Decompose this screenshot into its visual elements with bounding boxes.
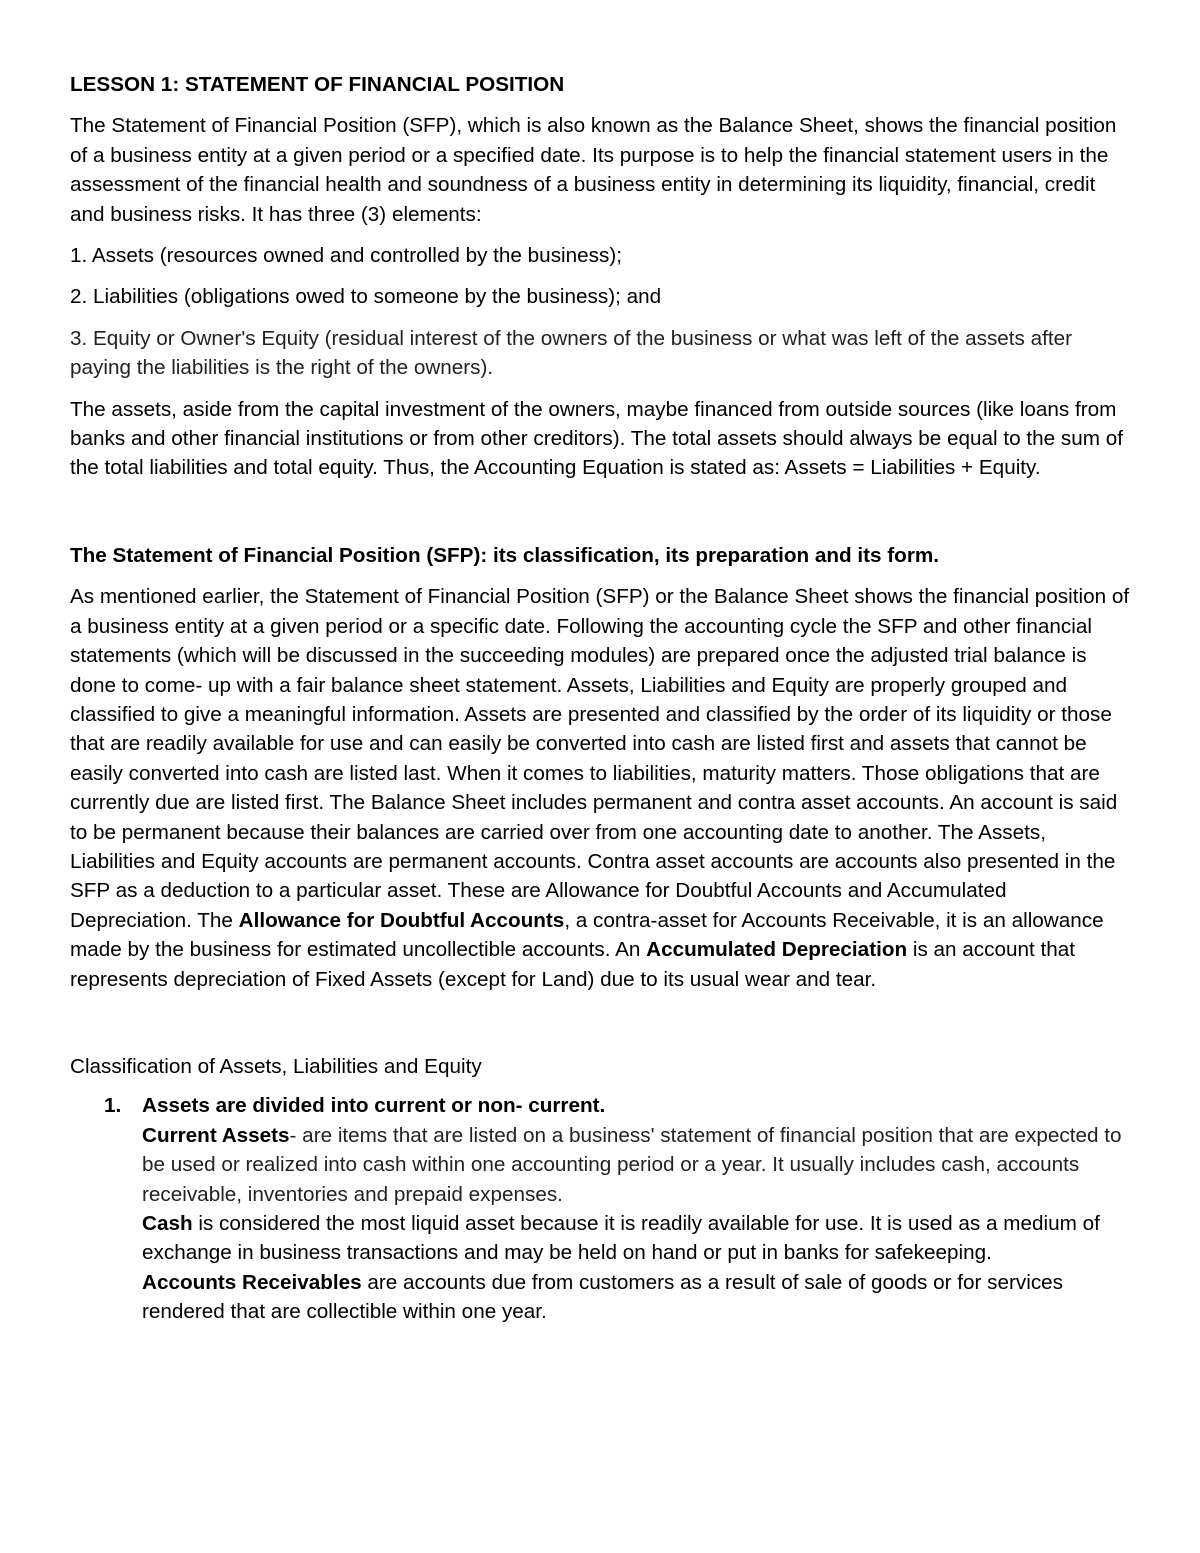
term-cash: Cash: [142, 1212, 193, 1235]
term-allowance-doubtful-accounts: Allowance for Doubtful Accounts: [238, 908, 565, 932]
element-item-assets: 1. Assets (resources owned and controlled by the business);: [70, 244, 622, 268]
term-accumulated-depreciation: Accumulated Depreciation: [646, 938, 908, 962]
section-paragraph: [70, 582, 1132, 994]
spacer: [70, 1006, 1132, 1052]
element-item-equity: 3. Equity or Owner's Equity (residual interest of the owners of the business or what was left of the assets after paying the liabilities is the right of the owners).: [70, 326, 1073, 380]
document-page: [70, 70, 1132, 1327]
accounts-receivable-text: are accounts due from customers as a result of sale of goods or for services rendered that are collectible within one year.: [142, 1270, 1064, 1324]
list-item-title: Assets are divided into current or non- current.: [142, 1094, 606, 1118]
section-text-part2: , a contra-asset for Accounts Receivable, it is an allowance made by the business for estimated uncollectible accounts. An: [70, 908, 1104, 962]
current-assets-definition: [142, 1121, 1132, 1209]
lesson-title: LESSON 1: STATEMENT OF FINANCIAL POSITION: [70, 73, 565, 96]
intro-paragraph: The Statement of Financial Position (SFP), which is also known as the Balance Sheet, shows the financial position of a business entity at a given period or a specified date. Its purpose is to help the financial statement users in the assessment of the financial health and soundness of a business entity in determining its liquidity, financial, credit and business risks. It has three (3) elements:: [70, 114, 1117, 226]
section-text-part3: is an account that represents depreciation of Fixed Assets (except for Land) due to its usual wear and tear.: [70, 938, 1076, 991]
classification-heading: Classification of Assets, Liabilities and Equity: [70, 1054, 482, 1078]
cash-text: is considered the most liquid asset because it is readily available for use. It is used as a medium of exchange in business transactions and may be held on hand or put in banks for safekeeping.: [142, 1212, 1100, 1265]
list-item-number: 1.: [104, 1094, 122, 1118]
section-heading: The Statement of Financial Position (SFP): its classification, its preparation and its form.: [70, 543, 940, 567]
current-assets-text: - are items that are listed on a business' statement of financial position that are expected to be used or realized into cash within one accounting period or a year. It usually includes cash, accounts receivable, inventories and prepaid expenses.: [142, 1123, 1122, 1206]
list-item: [70, 1091, 1132, 1326]
spacer: [70, 495, 1132, 541]
equation-paragraph: The assets, aside from the capital investment of the owners, maybe financed from outside sources (like loans from banks and other financial institutions or from other creditors). The total assets should always be equal to the sum of the total liabilities and total equity. Thus, the Accounting Equation is stated as: Assets = Liabilities + Equity.: [70, 397, 1123, 480]
term-accounts-receivables: Accounts Receivables: [142, 1270, 362, 1294]
element-item-liabilities: 2. Liabilities (obligations owed to someone by the business); and: [70, 285, 662, 309]
cash-definition: [142, 1209, 1132, 1268]
section-text-part1: As mentioned earlier, the Statement of Financial Position (SFP) or the Balance Sheet shows the financial position of a business entity at a given period or a specific date. Following the accounting cycle the SFP and other financial statements (which will be discussed in the succeeding modules) are prepared once the adjusted trial balance is done to come- up with a fair balance sheet statement. Assets, Liabilities and Equity are properly grouped and classified to give a meaningful information. Assets are presented and classified by the order of its liquidity or those that are readily available for use and can easily be converted into cash are listed first and assets that cannot be easily converted into cash are listed last. When it comes to liabilities, maturity matters. Those obligations that are currently due are listed first. The Balance Sheet includes permanent and contra asset accounts. An account is said to be permanent because their balances are carried over from one accounting date to another. The Assets, Liabilities and Equity accounts are permanent accounts. Contra asset accounts are accounts also presented in the SFP as a deduction to a particular asset. These are Allowance for Doubtful Accounts and Accumulated Depreciation. The: [70, 585, 1130, 932]
accounts-receivable-definition: [142, 1268, 1132, 1327]
term-current-assets: Current Assets: [142, 1123, 290, 1147]
classification-list: [70, 1091, 1132, 1326]
